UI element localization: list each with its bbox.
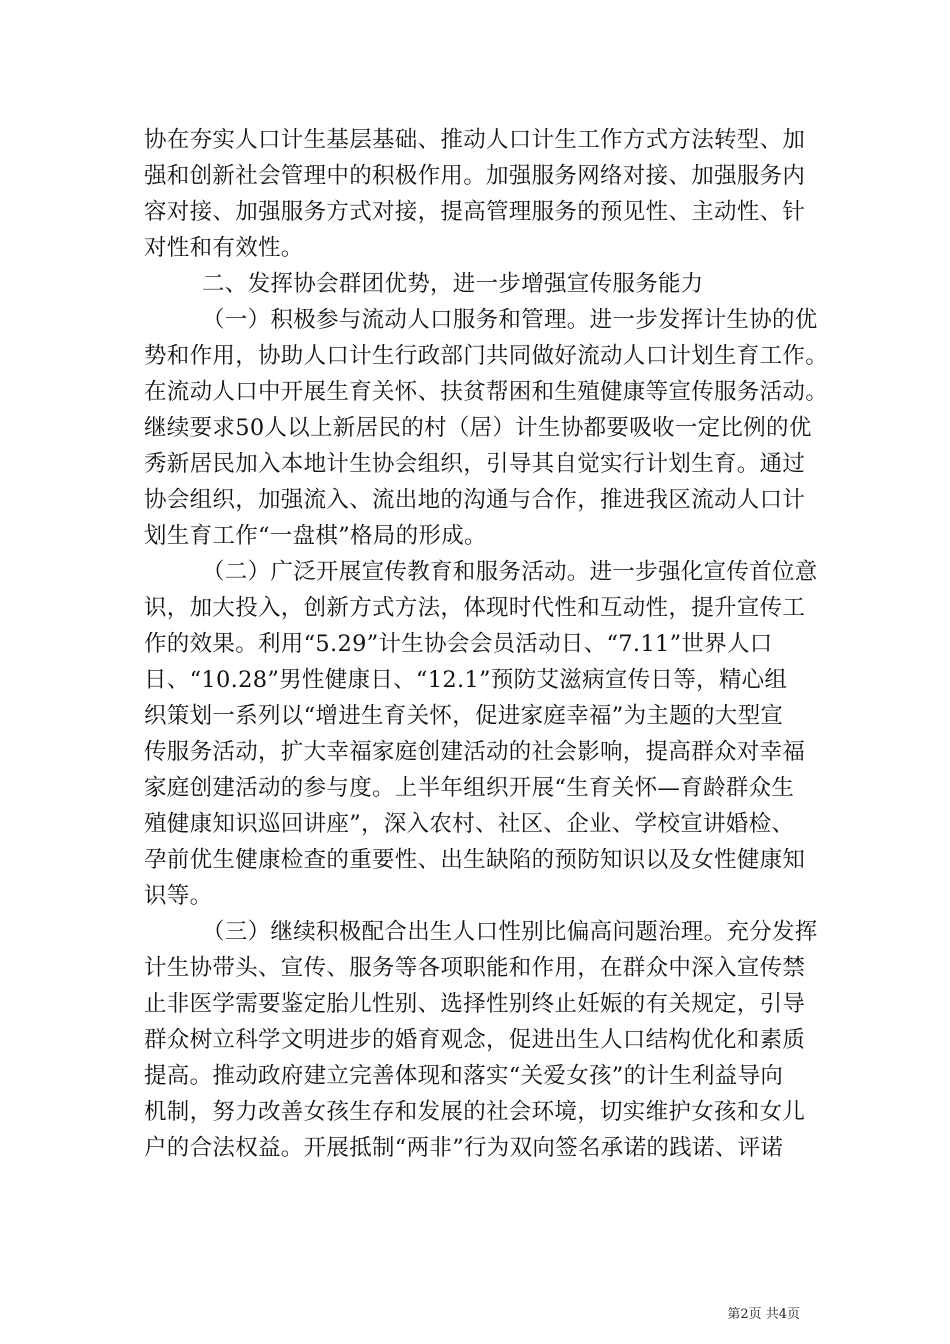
- text-line: 群众树立科学文明进步的婚育观念，促进出生人口结构优化和素质: [144, 1027, 806, 1053]
- text-line: 在流动人口中开展生育关怀、扶贫帮困和生殖健康等宣传服务活动。: [144, 379, 829, 405]
- text-line: 秀新居民加入本地计生协会组织，引导其自觉实行计划生育。通过: [144, 451, 806, 477]
- text-line: 织策划一系列以“增进生育关怀，促进家庭幸福”为主题的大型宣: [144, 703, 784, 729]
- text-line: 户的合法权益。开展抵制“两非”行为双向签名承诺的践诺、评诺: [144, 1135, 784, 1161]
- text-line: 止非医学需要鉴定胎儿性别、选择性别终止妊娠的有关规定，引导: [144, 991, 806, 1017]
- text-line: （三）继续积极配合出生人口性别比偏高问题治理。充分发挥: [202, 919, 818, 945]
- text-line: 机制，努力改善女孩生存和发展的社会环境，切实维护女孩和女儿: [144, 1099, 806, 1125]
- text-line: 协在夯实人口计生基层基础、推动人口计生工作方式方法转型、加: [144, 127, 806, 153]
- text-line: 殖健康知识巡回讲座”，深入农村、社区、企业、学校宣讲婚检、: [144, 811, 795, 837]
- text-line: 强和创新社会管理中的积极作用。加强服务网络对接、加强服务内: [144, 163, 806, 189]
- text-line: 容对接、加强服务方式对接，提高管理服务的预见性、主动性、针: [144, 199, 806, 225]
- text-line: （一）积极参与流动人口服务和管理。进一步发挥计生协的优: [202, 307, 818, 333]
- text-line: 继续要求50人以上新居民的村（居）计生协都要吸收一定比例的优: [144, 415, 812, 441]
- text-line: 家庭创建活动的参与度。上半年组织开展“生育关怀—育龄群众生: [144, 775, 795, 801]
- text-line: 对性和有效性。: [144, 235, 304, 261]
- text-line: 协会组织，加强流入、流出地的沟通与合作，推进我区流动人口计: [144, 487, 806, 513]
- text-line: 势和作用，协助人口计生行政部门共同做好流动人口计划生育工作。: [144, 343, 829, 369]
- text-line: 划生育工作“一盘棋”格局的形成。: [144, 523, 487, 549]
- text-line: 日、“10.28”男性健康日、“12.1”预防艾滋病宣传日等，精心组: [144, 667, 788, 693]
- page-footer: 第2页 共4页: [727, 1307, 800, 1322]
- text-line: 传服务活动，扩大幸福家庭创建活动的社会影响，提高群众对幸福: [144, 739, 806, 765]
- text-line: 识等。: [144, 883, 213, 909]
- text-line: 孕前优生健康检查的重要性、出生缺陷的预防知识以及女性健康知: [144, 847, 806, 873]
- text-line: 识，加大投入，创新方式方法，体现时代性和互动性，提升宣传工: [144, 595, 806, 621]
- text-line: 提高。推动政府建立完善体现和落实“关爱女孩”的计生利益导向: [144, 1063, 784, 1089]
- text-line: 作的效果。利用“5.29”计生协会会员活动日、“7.11”世界人口: [144, 631, 773, 657]
- text-line: （二）广泛开展宣传教育和服务活动。进一步强化宣传首位意: [202, 559, 818, 585]
- section-heading: 二、发挥协会群团优势，进一步增强宣传服务能力: [202, 271, 704, 297]
- text-line: 计生协带头、宣传、服务等各项职能和作用，在群众中深入宣传禁: [144, 955, 806, 981]
